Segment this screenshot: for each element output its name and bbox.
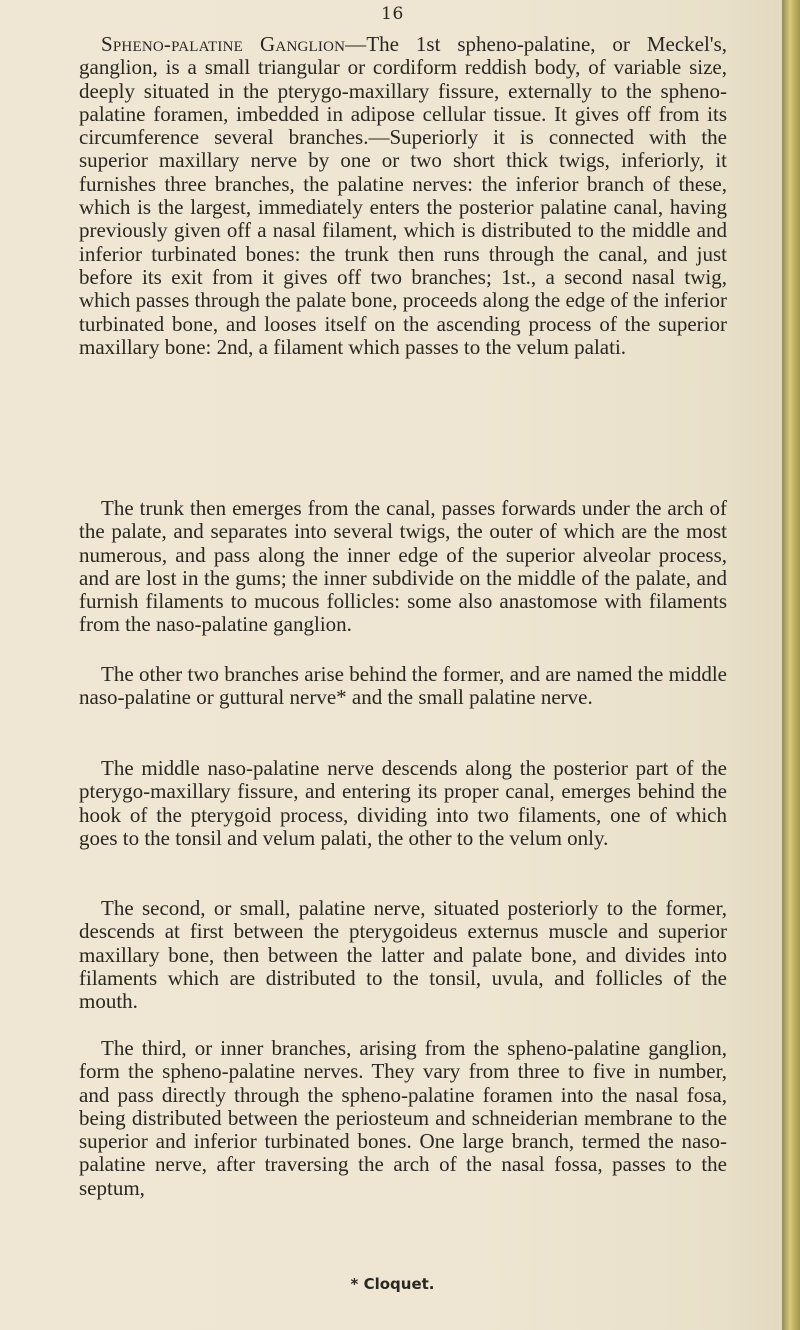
body-text — [79, 897, 727, 1013]
paragraph-spheno-palatine — [79, 33, 727, 359]
paragraph-other-branches: The other two branches arise behind the former, and are named the middle naso-palatine or guttural nerve* and the small palatine nerve. — [79, 662, 727, 710]
paragraph-text: The 1st spheno-palatine, or Meckel's, ganglion, is a small triangular or cordiform reddish body, of variable size, deeply situated in the pterygo-maxillary fissure, externally to the spheno-palatine foramen, imbedded in adipose cellular tissue. It gives off from its circumference several branches.—Superiorly it is connected with the superior maxillary nerve by one or two short thick twigs, inferiorly, it furnishes three branches, the palatine nerves: the inferior branch of these, which is the largest, immediately enters the posterior palatine canal, having previously given off a nasal filament, which is distributed to the middle and inferior turbinated bones: the trunk then runs through the canal, and just before its exit from it gives off two branches; 1st., a second nasal twig, which passes through the palate bone, proceeds along the edge of the inferior turbinated bone, and looses itself on the ascending process of the superior maxillary bone: 2nd, a filament which passes to the velum palati. — [79, 32, 727, 359]
paragraph-small-palatine: The second, or small, palatine nerve, situated posteriorly to the former, descends at first between the pterygoideus externus muscle and superior maxillary bone, then between the latter and palate bone, and divides into filaments which are distributed to the tonsil, uvula, and follicles of the mouth. — [79, 896, 727, 1014]
paragraph-inner-branches: The third, or inner branches, arising from the spheno-palatine ganglion, form the spheno-palatine nerves. They vary from three to five in number, and pass directly through the spheno-palatine foramen into the nasal fosa, being distributed between the periosteum and schneiderian membrane to the superior and inferior turbinated bones. One large branch, termed the naso-palatine nerve, after traversing the arch of the nasal fossa, passes to the septum, — [79, 1036, 727, 1200]
body-text — [79, 497, 727, 637]
page-number: 16 — [381, 4, 404, 24]
body-text — [79, 757, 727, 850]
paragraph-trunk: The trunk then emerges from the canal, passes forwards under the arch of the palate, and separates into several twigs, the outer of which are the most numerous, and pass along the inner edge of the superior alveolar process, and are lost in the gums; the inner subdivide on the middle of the palate, and furnish filaments to mucous follicles: some also anastomose with filaments from the naso-palatine ganglion. — [79, 496, 727, 637]
section-heading: Spheno-palatine Ganglion— — [101, 32, 367, 56]
book-page-edge — [782, 0, 800, 1330]
body-text — [79, 1037, 727, 1200]
body-text — [79, 663, 727, 710]
body-text — [79, 33, 727, 359]
footnote: * Cloquet. — [350, 1275, 435, 1293]
paragraph-middle-naso-palatine: The middle naso-palatine nerve descends along the posterior part of the pterygo-maxillary fissure, and entering its proper canal, emerges behind the hook of the pterygoid process, dividing into two filaments, one of which goes to the tonsil and velum palati, the other to the velum only. — [79, 756, 727, 850]
